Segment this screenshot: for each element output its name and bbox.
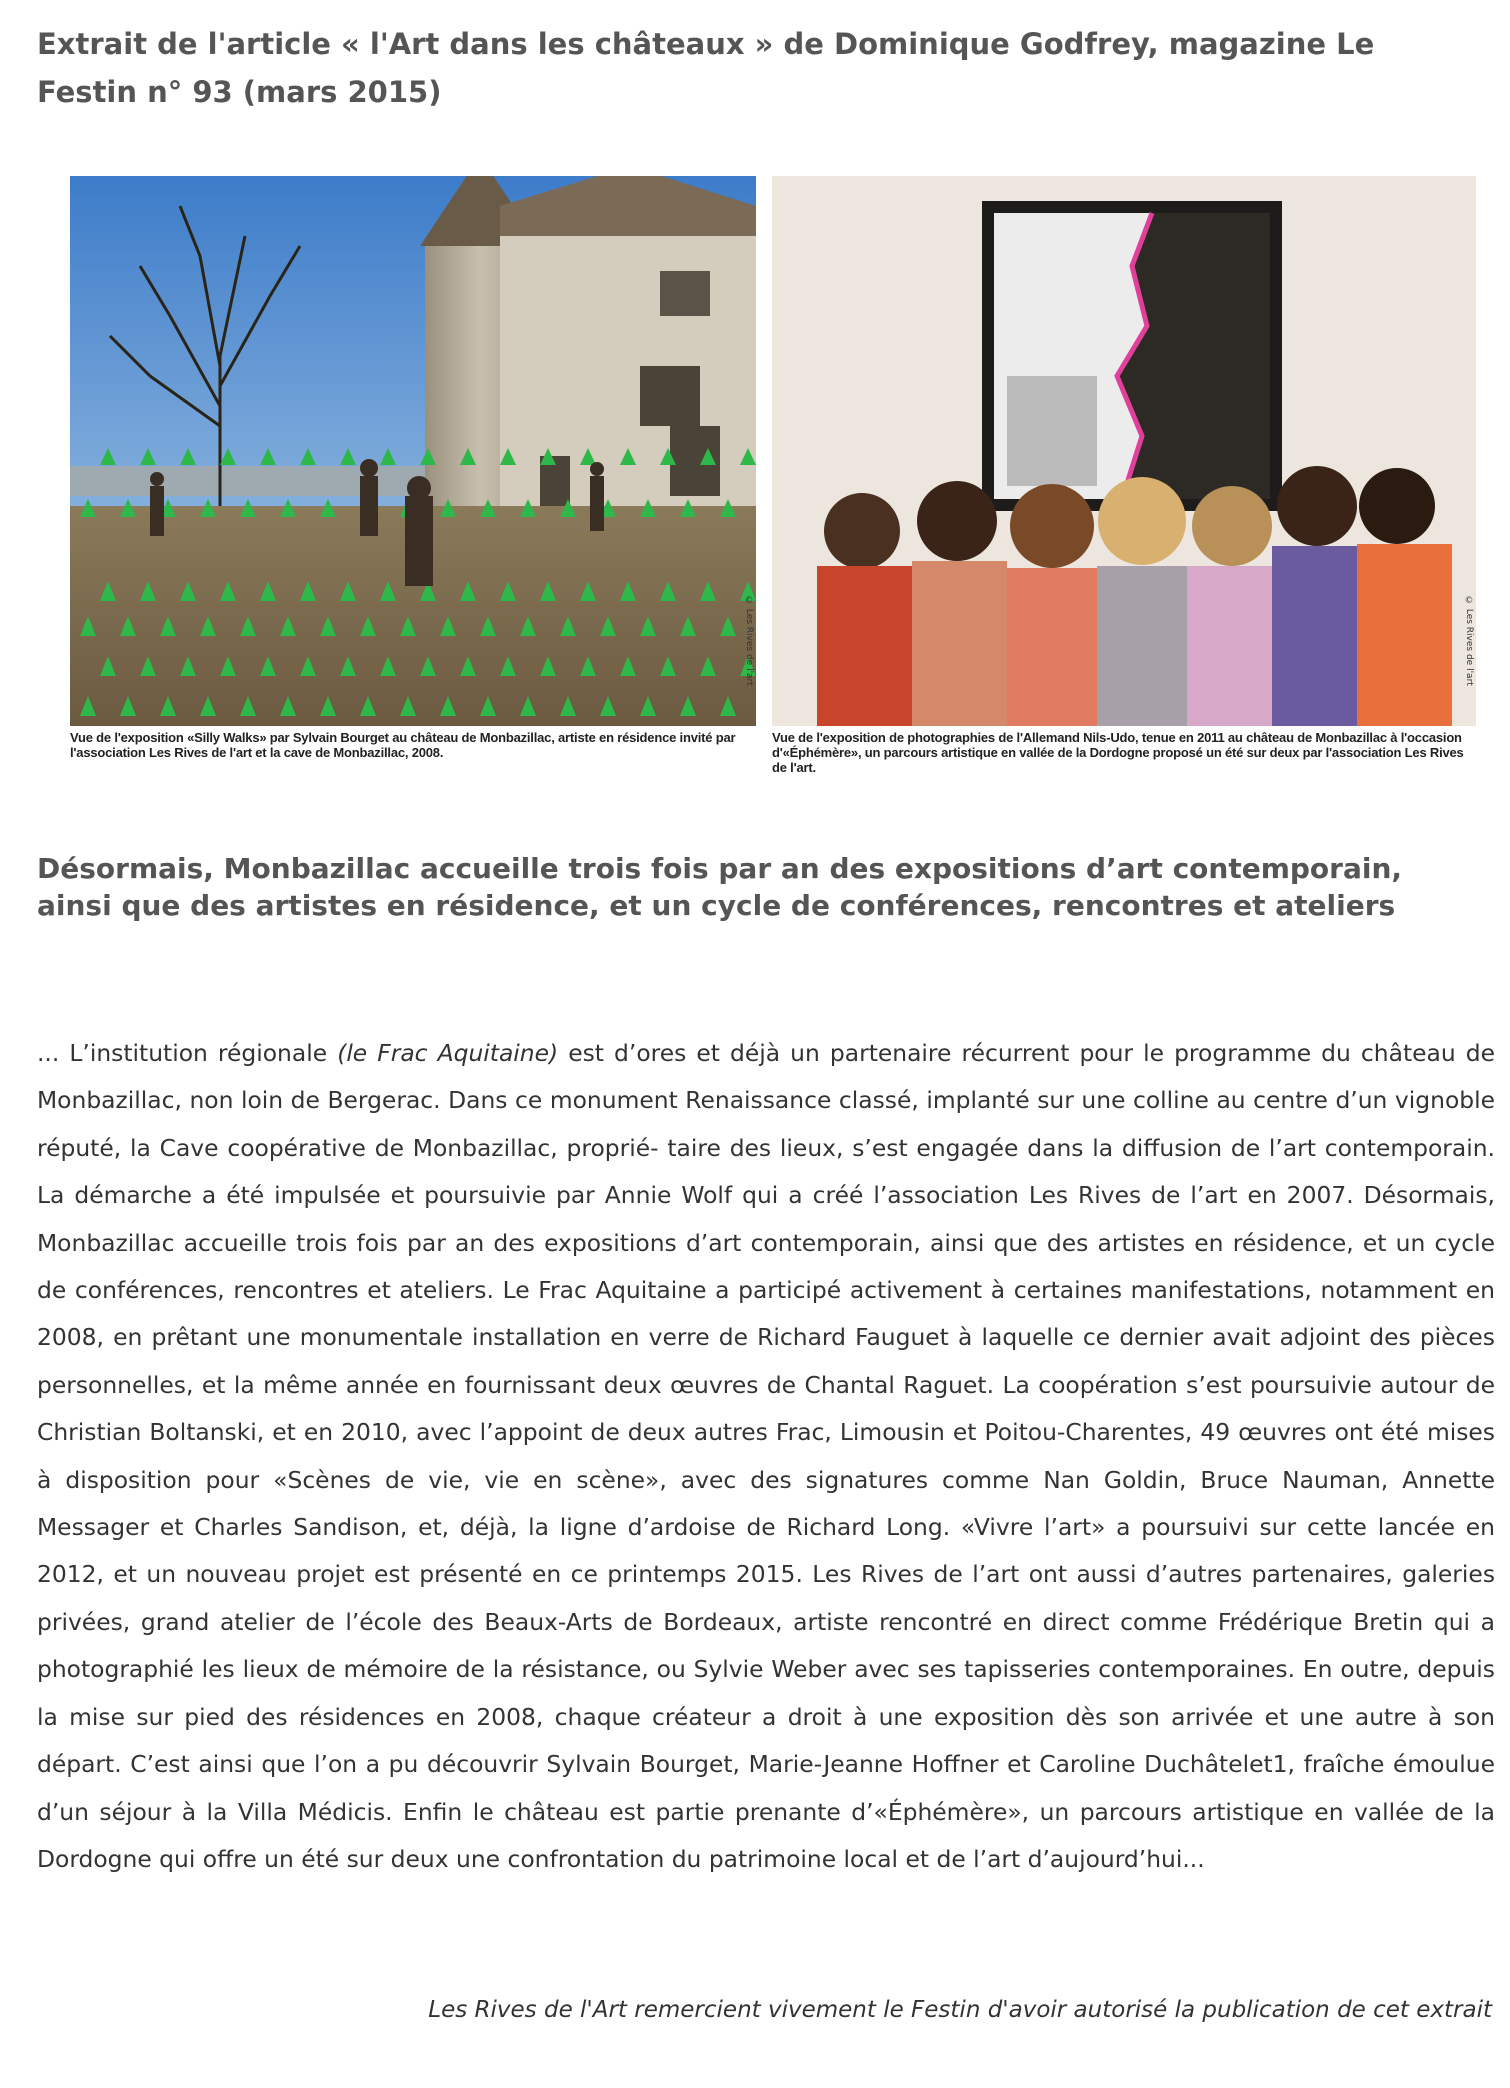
- article-intro: ... L’institution régionale: [37, 1039, 338, 1067]
- photo-silly-walks: [70, 176, 756, 760]
- article-body: [37, 1030, 1495, 1883]
- page-title: Extrait de l'article « l'Art dans les châteaux » de Dominique Godfrey, magazine Le Festin n° 93 (mars 2015): [37, 27, 1375, 109]
- photo-nils-udo: [772, 176, 1476, 775]
- photo-credit: © Les Rives de l'art: [1464, 596, 1474, 686]
- photo-nils-udo-image: [772, 176, 1476, 726]
- photo-credit: © Les Rives de l'art: [744, 596, 754, 686]
- photo-silly-walks-image: [70, 176, 756, 726]
- photo-caption: Vue de l'exposition de photographies de l'Allemand Nils-Udo, tenue en 2011 au château de Monbazillac à l'occasion d'«Éphémère», un parcours artistique en vallée de la Dordogne proposé un été sur deux par l'association Les Rives de l'art.: [772, 730, 1464, 775]
- article-intro-italic: (le Frac Aquitaine): [337, 1039, 559, 1067]
- article-body-text: est d’ores et déjà un partenaire récurrent pour le programme du château de Monbazillac, non loin de Bergerac. Dans ce monument Renaissance classé, implanté sur une colline au centre d’un vignoble réputé, la Cave coopérative de Monbazillac, proprié- taire des lieux, s’est engagée dans la diffusion de l’art contemporain. La démarche a été impulsée et poursuivie par Annie Wolf qui a créé l’association Les Rives de l’art en 2007. Désormais, Monbazillac accueille trois fois par an des expositions d’art contemporain, ainsi que des artistes en résidence, et un cycle de conférences, rencontres et ateliers. Le Frac Aquitaine a participé activement à certaines manifestations, notamment en 2008, en prêtant une monumentale installation en verre de Richard Fauguet à laquelle ce dernier avait adjoint des pièces personnelles, et la même année en fournissant deux œuvres de Chantal Raguet. La coopération s’est poursuivie autour de Christian Boltanski, et en 2010, avec l’appoint de deux autres Frac, Limousin et Poitou-Charentes, 49 œuvres ont été mises à disposition pour «Scènes de vie, vie en scène», avec des signatures comme Nan Goldin, Bruce Nauman, Annette Messager et Charles Sandison, et, déjà, la ligne d’ardoise de Richard Long. «Vivre l’art» a poursuivi sur cette lancée en 2012, et un nouveau projet est présenté en ce printemps 2015. Les Rives de l’art ont aussi d’autres partenaires, galeries privées, grand atelier de l’école des Beaux-Arts de Bordeaux, artiste rencontré en direct comme Frédérique Bretin qui a photographié les lieux de mémoire de la résistance, ou Sylvie Weber avec ses tapisseries contemporaines. En outre, depuis la mise sur pied des résidences en 2008, chaque créateur a droit à une exposition dès son arrivée et une autre à son départ. C’est ainsi que l’on a pu découvrir Sylvain Bourget, Marie-Jeanne Hoffner et Caroline Duchâtelet1, fraîche émoulue d’un séjour à la Villa Médicis. Enfin le château est partie prenante d’«Éphémère», un parcours artistique en vallée de la Dordogne qui offre un été sur deux une confrontation du patrimoine local et de l’art d’aujourd’hui...: [37, 1039, 1495, 1873]
- closing-note: Les Rives de l'Art remercient vivement le Festin d'avoir autorisé la publication de cet extrait: [428, 1997, 1492, 2023]
- photo-caption: Vue de l'exposition «Silly Walks» par Sylvain Bourget au château de Monbazillac, artiste en résidence invité par l'association Les Rives de l'art et la cave de Monbazillac, 2008.: [70, 730, 736, 760]
- section-heading: Désormais, Monbazillac accueille trois fois par an des expositions d’art contemporain, ainsi que des artistes en résidence, et un cycle de conférences, rencontres et ateliers: [37, 852, 1403, 922]
